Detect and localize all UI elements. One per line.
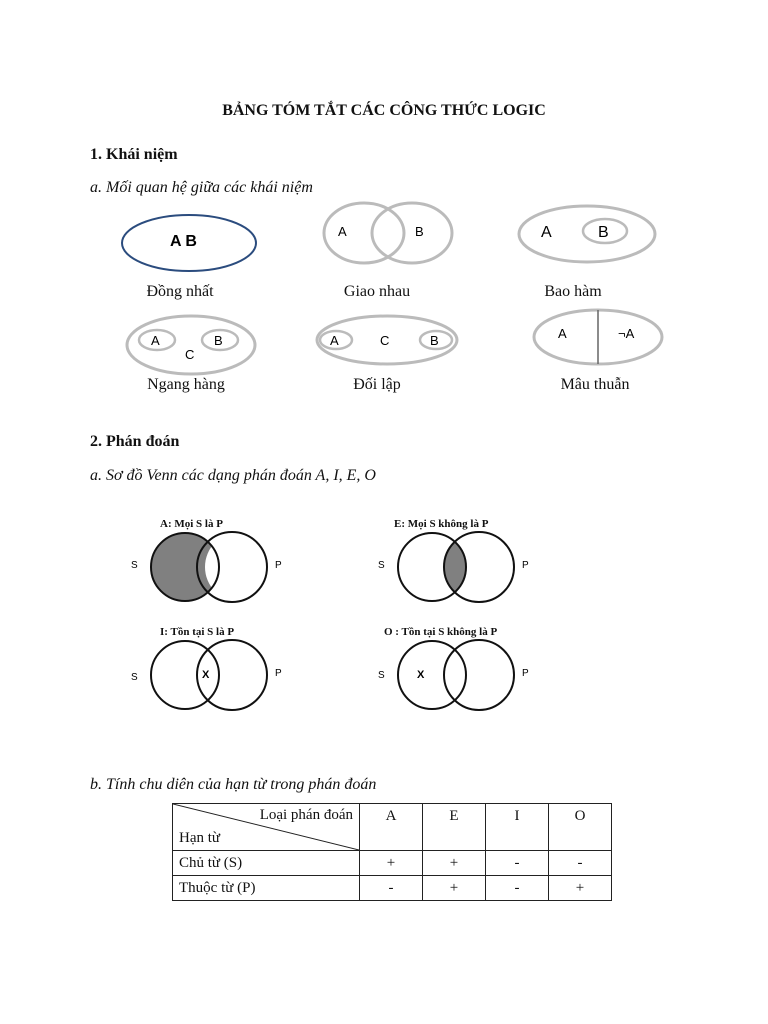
label-b: B bbox=[415, 224, 424, 239]
existence-mark: X bbox=[417, 669, 425, 681]
table-corner-cell bbox=[173, 804, 360, 851]
column-header: E bbox=[423, 804, 486, 851]
venn-e-title: E: Mọi S không là P bbox=[394, 518, 489, 530]
diagram-intersect bbox=[312, 200, 462, 270]
column-header: O bbox=[549, 804, 612, 851]
section-1-heading: 1. Khái niệm bbox=[90, 146, 178, 163]
label-p: P bbox=[275, 668, 282, 679]
section-2-subheading-a: a. Sơ đồ Venn các dạng phán đoán A, I, E, O bbox=[90, 467, 376, 484]
column-header: A bbox=[360, 804, 423, 851]
diagram-coordinate bbox=[122, 312, 260, 378]
caption-inclusion: Bao hàm bbox=[544, 283, 602, 300]
section-1-subheading-a: a. Mối quan hệ giữa các khái niệm bbox=[90, 179, 313, 196]
table-row bbox=[173, 876, 612, 901]
venn-a-diagram bbox=[125, 530, 300, 605]
venn-i-diagram bbox=[125, 638, 300, 713]
section-2-heading: 2. Phán đoán bbox=[90, 433, 180, 450]
label-p: P bbox=[522, 668, 529, 679]
label-c: C bbox=[185, 347, 195, 362]
table-cell: - bbox=[486, 851, 549, 876]
table-cell: + bbox=[423, 851, 486, 876]
label-s: S bbox=[378, 560, 385, 571]
table-cell: + bbox=[549, 876, 612, 901]
label-b: B bbox=[598, 224, 609, 241]
label-a: A bbox=[558, 326, 567, 341]
venn-o-title: O : Tồn tại S không là P bbox=[384, 626, 498, 638]
distribution-table bbox=[172, 803, 612, 901]
label-s: S bbox=[131, 672, 138, 683]
diagram-inclusion bbox=[513, 200, 661, 270]
label-c: C bbox=[380, 333, 390, 348]
venn-o-diagram bbox=[372, 638, 547, 713]
diagram-contrary bbox=[312, 310, 462, 370]
row-label: Chủ từ (S) bbox=[173, 851, 360, 876]
label-s: S bbox=[131, 560, 138, 571]
caption-identical: Đồng nhất bbox=[146, 283, 214, 300]
venn-e-diagram bbox=[372, 530, 547, 605]
label-not-a: ¬A bbox=[618, 326, 635, 341]
page-title: BẢNG TÓM TẮT CÁC CÔNG THỨC LOGIC bbox=[222, 102, 546, 119]
label-b: B bbox=[430, 333, 439, 348]
venn-a-title: A: Mọi S là P bbox=[160, 518, 223, 530]
label-p: P bbox=[522, 560, 529, 571]
diagram-contradictory bbox=[530, 306, 670, 370]
corner-top-label: Loại phán đoán bbox=[259, 807, 353, 823]
label-a: A bbox=[541, 224, 552, 241]
label-ab: A B bbox=[170, 233, 197, 250]
label-a: A bbox=[151, 333, 160, 348]
existence-mark: X bbox=[202, 669, 210, 681]
label-s: S bbox=[378, 670, 385, 681]
diagram-identical bbox=[118, 210, 260, 274]
section-2-subheading-b: b. Tính chu diên của hạn từ trong phán đoán bbox=[90, 776, 377, 793]
table-cell: + bbox=[423, 876, 486, 901]
table-row bbox=[173, 851, 612, 876]
caption-contradictory: Mâu thuẫn bbox=[560, 376, 630, 393]
caption-intersect: Giao nhau bbox=[343, 283, 411, 300]
row-label: Thuộc từ (P) bbox=[173, 876, 360, 901]
label-a: A bbox=[330, 333, 339, 348]
label-b: B bbox=[214, 333, 223, 348]
venn-i-title: I: Tồn tại S là P bbox=[160, 626, 235, 638]
caption-contrary: Đối lập bbox=[353, 376, 401, 393]
column-header: I bbox=[486, 804, 549, 851]
table-cell: - bbox=[486, 876, 549, 901]
label-a: A bbox=[338, 224, 347, 239]
table-cell: - bbox=[549, 851, 612, 876]
label-p: P bbox=[275, 560, 282, 571]
table-cell: - bbox=[360, 876, 423, 901]
table-cell: + bbox=[360, 851, 423, 876]
corner-bottom-label: Hạn từ bbox=[179, 830, 221, 846]
caption-coordinate: Ngang hàng bbox=[147, 376, 225, 393]
